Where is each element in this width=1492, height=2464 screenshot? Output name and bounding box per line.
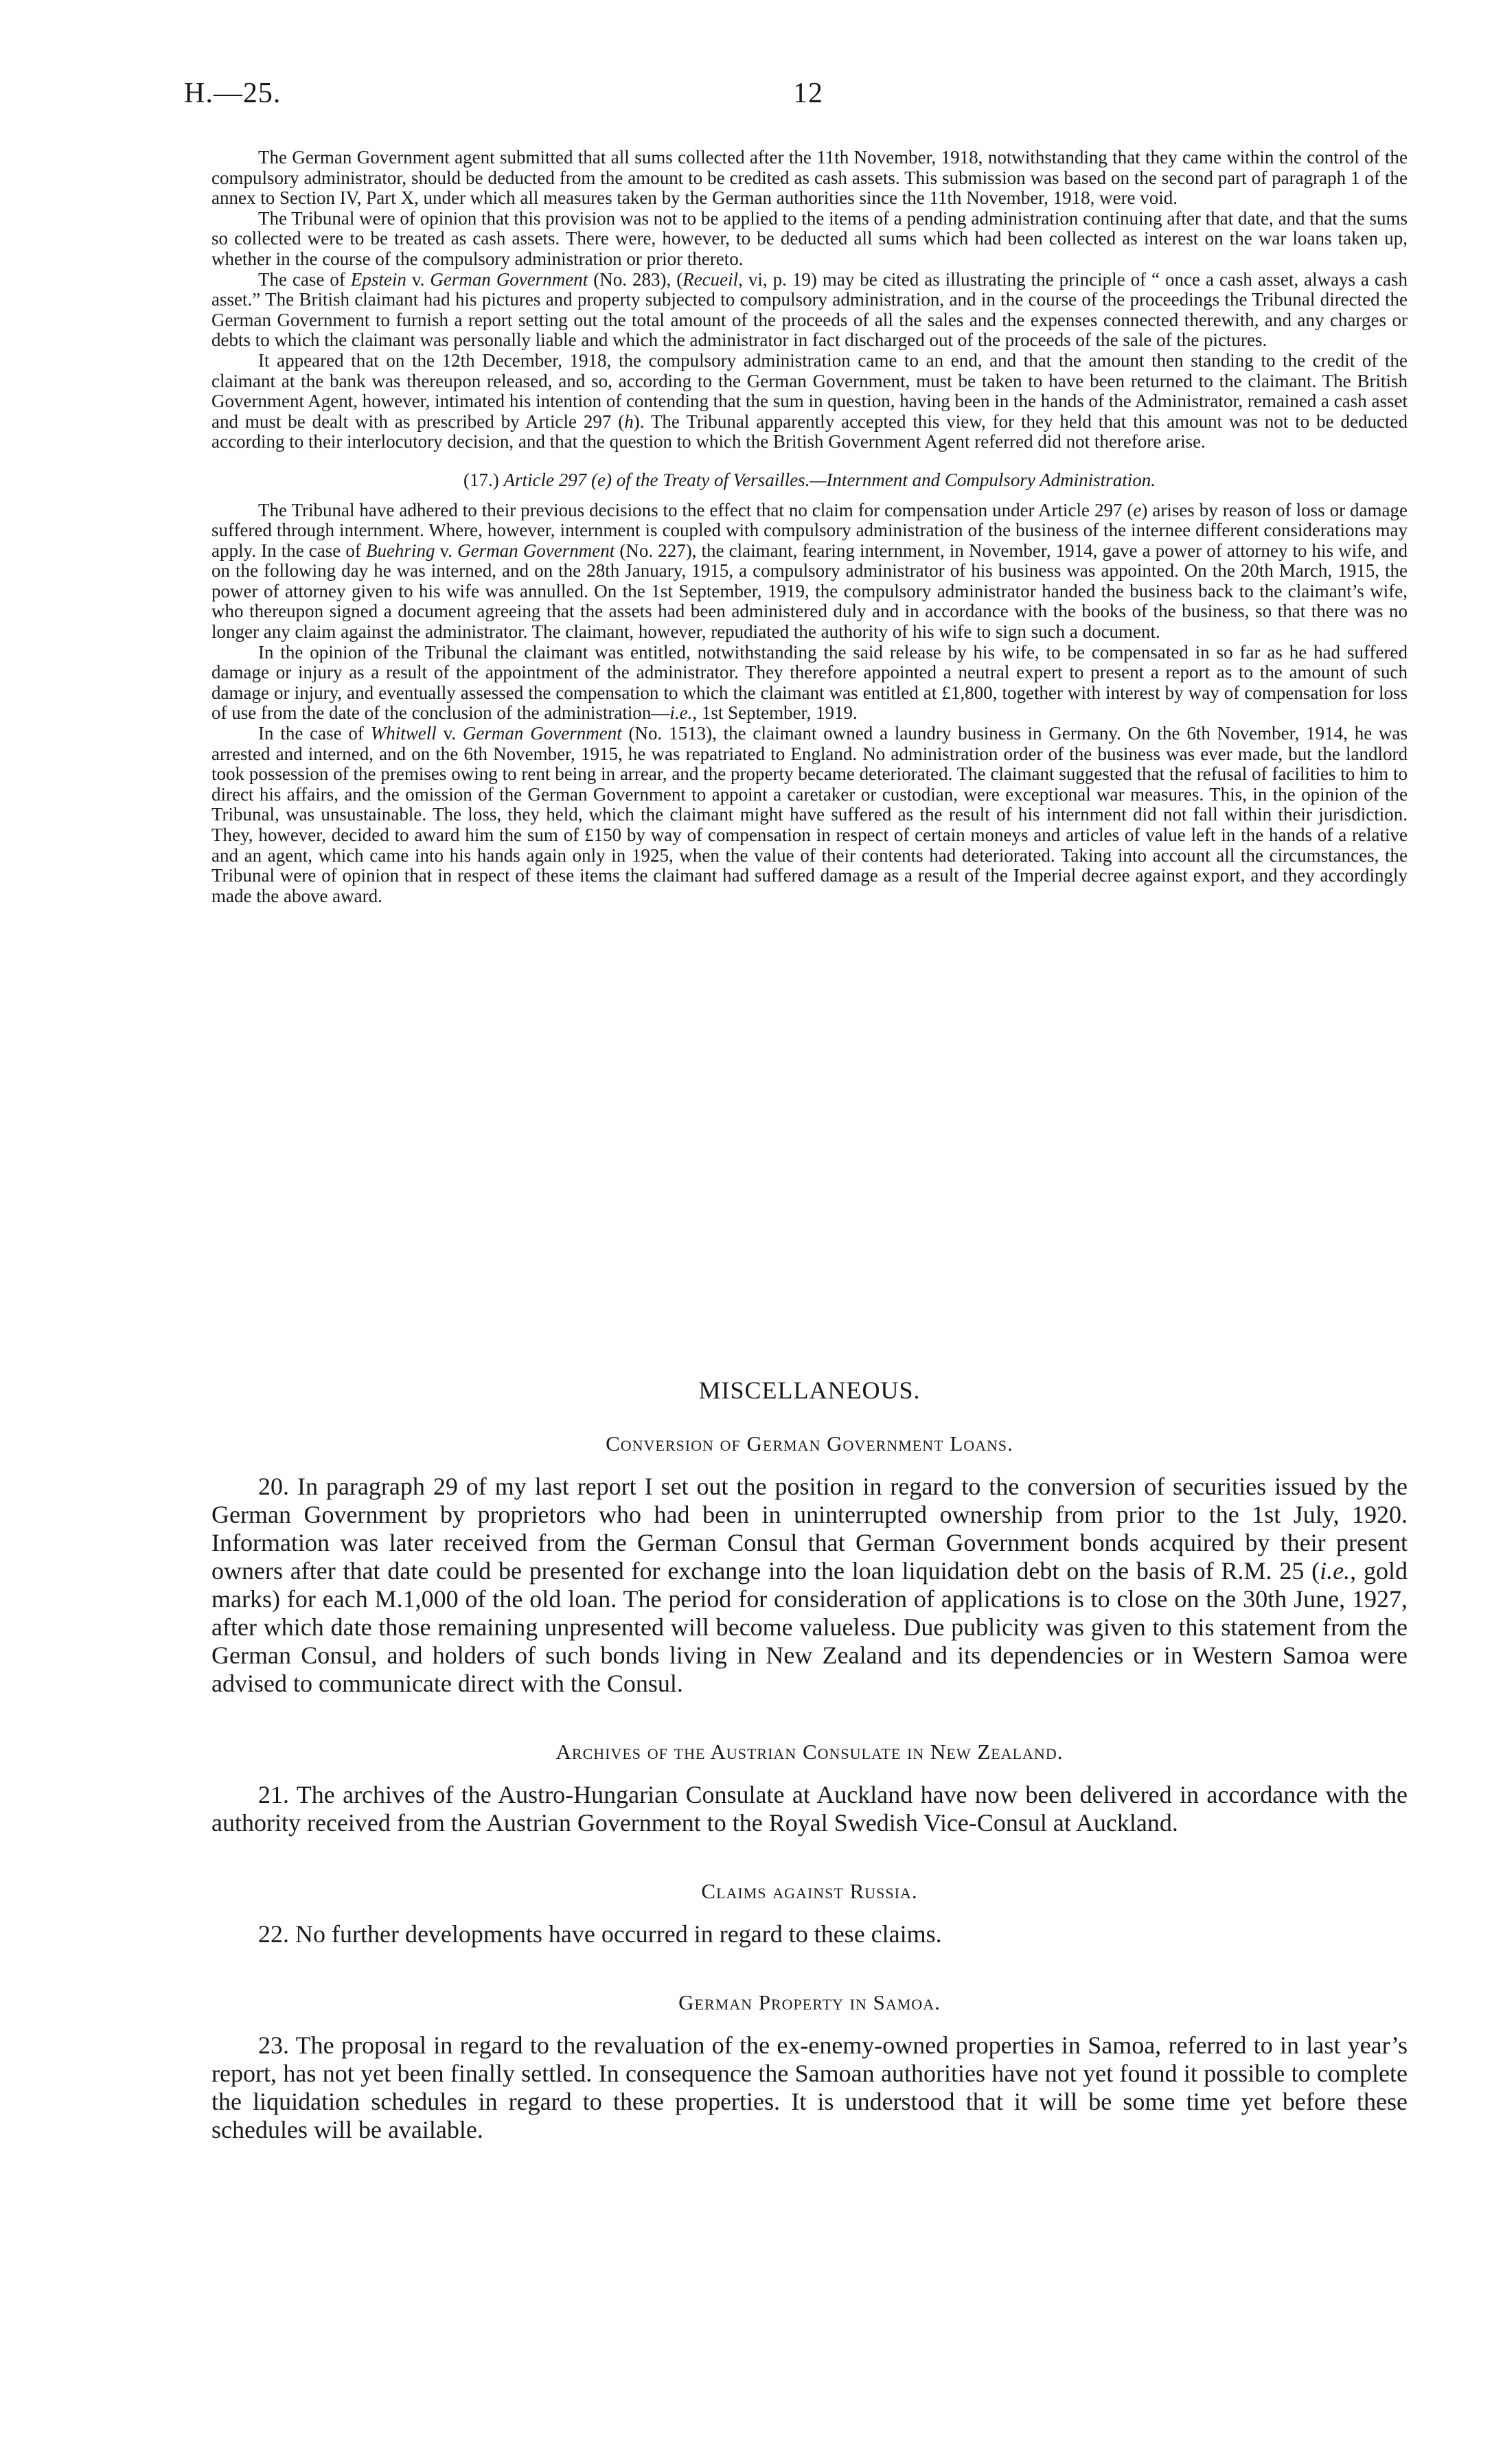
page-reference: H.—25.	[184, 78, 282, 109]
paragraph: The German Government agent submitted that all sums collected after the 11th November, 1918, notwithstanding that they came within the control of the compulsory administrator, should be deducted from the amount to be credited as cash assets. This submission was based on the second part of paragraph 1 of the annex to Section IV, Part X, under which all measures taken by the German authorities since the 11th November, 1918, were void.	[211, 147, 1408, 209]
text-run: It appeared that on the 12th December, 1918, the compulsory administration came to an end, and that the amount then standing to the credit of the claimant at the bank was thereupon released, and so, according to the German Government, must be taken to have been returned to the claimant. The British Government Agent, however, intimated his intention of contending that the sum in question, having been in the hands of the Administrator, remained a cash asset and must be dealt with as prescribed by Article 297 (	[211, 349, 1408, 432]
case-name: German Government	[457, 540, 615, 561]
text-italic: i.e.	[1320, 1557, 1351, 1585]
text-run: , vi, p. 19) may be cited as illustrating the principle of “ once a cash asset, always a cash asset.” The British claimant had his pictures and property subjected to compulsory administration, and in the course of the proceedings the Tribunal directed the German Government to furnish a report setting out the total amount of the proceeds of all the sales and the expenses connected therewith, and any charges or debts to which the claimant was personally liable and which the administrator in fact discharged out of the proceeds of the sale of the pictures.	[211, 268, 1408, 351]
paragraph	[211, 643, 1408, 724]
case-name: German Government	[430, 268, 588, 290]
text-run: v.	[436, 723, 463, 744]
miscellaneous-section	[211, 1377, 1408, 2144]
text-run: v.	[435, 540, 458, 561]
paragraph	[211, 500, 1408, 643]
heading-samoa: German Property in Samoa.	[678, 1990, 941, 2014]
text-run: (No. 283), (	[588, 268, 683, 290]
heading-russia: Claims against Russia.	[701, 1879, 918, 1903]
text-italic: i.e.	[669, 702, 693, 724]
text-run: , gold marks) for each M.1,000 of the old loan. The period for consideration of applications is to close on the 30th June, 1927, after which date those remaining unpresented will become valueless. Due publicity was given to this statement from the German Consul, and holders of such bonds living in New Zealand and its dependencies or in Western Samoa were advised to communicate direct with the Consul.	[211, 1557, 1408, 1697]
paragraph	[211, 270, 1408, 351]
text-run: In the opinion of the Tribunal the claimant was entitled, notwithstanding the said release by his wife, to be compensated in so far as he had suffered damage or injury as a result of the appointment of the administrator. They therefore appointed a neutral expert to present a report as to the amount of such damage or injury, and eventually assessed the compensation to which the claimant was entitled at £1,800, together with interest by way of compensation for loss of use from the date of the conclusion of the administration—	[211, 641, 1408, 724]
text-run: , 1st September, 1919.	[692, 702, 858, 724]
text-run: (No. 1513), the claimant owned a laundry business in Germany. On the 6th November, 1914, he was arrested and interned, and on the 6th November, 1915, he was repatriated to England. No administration order of the business was ever made, but the landlord took possession of the premises owing to rent being in arrear, and the property became deteriorated. The claimant suggested that the refusal of facilities to him to direct his affairs, and the omission of the German Government to appoint a caretaker or custodian, were exceptional war measures. This, in the opinion of the Tribunal, was unsustainable. The loss, they held, which the claimant might have suffered as the result of his internment did not fall within their jurisdiction. They, however, decided to award him the sum of £150 by way of compensation in respect of certain moneys and articles of value left in the hands of a relative and an agent, which came into his hands again only in 1925, when the value of their contents had deteriorated. Taking into account all the circumstances, the Tribunal were of opinion that in respect of these items the claimant had suffered damage as a result of the Imperial decree against export, and they accordingly made the above award.	[211, 723, 1408, 906]
text-run: (No. 227), the claimant, fearing internment, in November, 1914, gave a power of attorney to his wife, and on the following day he was interned, and on the 28th January, 1915, a compulsory administrator of his business was appointed. On the 20th March, 1915, the power of attorney given to his wife was annulled. On the 1st September, 1919, the compulsory administrator handed the business back to the claimant’s wife, who thereupon signed a document agreeing that the assets had been administered duly and in accordance with the books of the business, so that there was no longer any claim against the administrator. The claimant, however, repudiated the authority of his wife to sign such a document.	[211, 540, 1408, 643]
text-run: ). The Tribunal apparently accepted this view, for they held that this amount was not to be deducted according to their interlocutory decision, and that the question to which the British Government Agent referred did not therefore arise.	[211, 411, 1408, 452]
paragraph: The Tribunal were of opinion that this provision was not to be applied to the items of a pending administration continuing after that date, and that the sums so collected were to be treated as cash assets. There were, however, to be deducted all sums which had been collected as interest on the war loans taken up, whether in the course of the compulsory administration or prior thereto.	[211, 207, 1408, 269]
text-run: In the case of	[258, 723, 371, 744]
paragraph	[211, 351, 1408, 452]
text-italic: Article 297 (e) of the Treaty of Versailles.—Internment and Compulsory Administration.	[503, 469, 1156, 490]
text-run: The case of	[258, 268, 351, 290]
case-name: Buehring	[365, 540, 435, 561]
case-name: Whitwell	[370, 723, 437, 744]
page-number: 12	[793, 78, 823, 109]
case-name: German Government	[462, 723, 622, 744]
heading-archives: Archives of the Austrian Consulate in New Zealand.	[555, 1740, 1064, 1764]
case-name: Epstein	[350, 268, 406, 290]
paragraph-22: 22. No further developments have occurred in regard to these claims.	[258, 1920, 942, 1948]
heading-loans: Conversion of German Government Loans.	[606, 1431, 1013, 1455]
text-run: (17.)	[463, 469, 504, 490]
text-italic: h	[624, 411, 634, 432]
section-title: MISCELLANEOUS.	[698, 1377, 921, 1404]
paragraph-21: 21. The archives of the Austro-Hungarian Consulate at Auckland have now been delivered in accordance with the authority received from the Austrian Government to the Royal Swedish Vice-Consul at Auckland.	[211, 1781, 1408, 1837]
text-run: 20. In paragraph 29 of my last report I set out the position in regard to the conversion of securities issued by the German Government by proprietors who had been in uninterrupted ownership from prior to the 1st July, 1920. Information was later received from the German Consul that German Government bonds acquired by their present owners after that date could be presented for exchange into the loan liquidation debt on the basis of R.M. 25 (	[211, 1473, 1408, 1585]
text-run: ) arises by reason of loss or damage suffered through internment. Where, however, internment is coupled with compulsory administration of the business of the internee different considerations may apply. In the case of	[211, 499, 1408, 561]
citation: Recueil	[682, 268, 739, 290]
paragraph-20	[211, 1473, 1408, 1698]
text-run: The Tribunal have adhered to their previous decisions to the effect that no claim for compensation under Article 297 (	[258, 499, 1134, 520]
paragraph	[211, 724, 1408, 906]
text-run: v.	[406, 268, 431, 290]
subsection-heading	[211, 470, 1408, 491]
tribunal-section	[211, 148, 1408, 906]
text-italic: e	[1133, 499, 1142, 520]
paragraph-23: 23. The proposal in regard to the revaluation of the ex-enemy-owned properties in Samoa, referred to in last year’s report, has not yet been finally settled. In consequence the Samoan authorities have not yet found it possible to complete the liquidation schedules in regard to these properties. It is understood that it will be some time yet before these schedules will be available.	[211, 2031, 1408, 2143]
